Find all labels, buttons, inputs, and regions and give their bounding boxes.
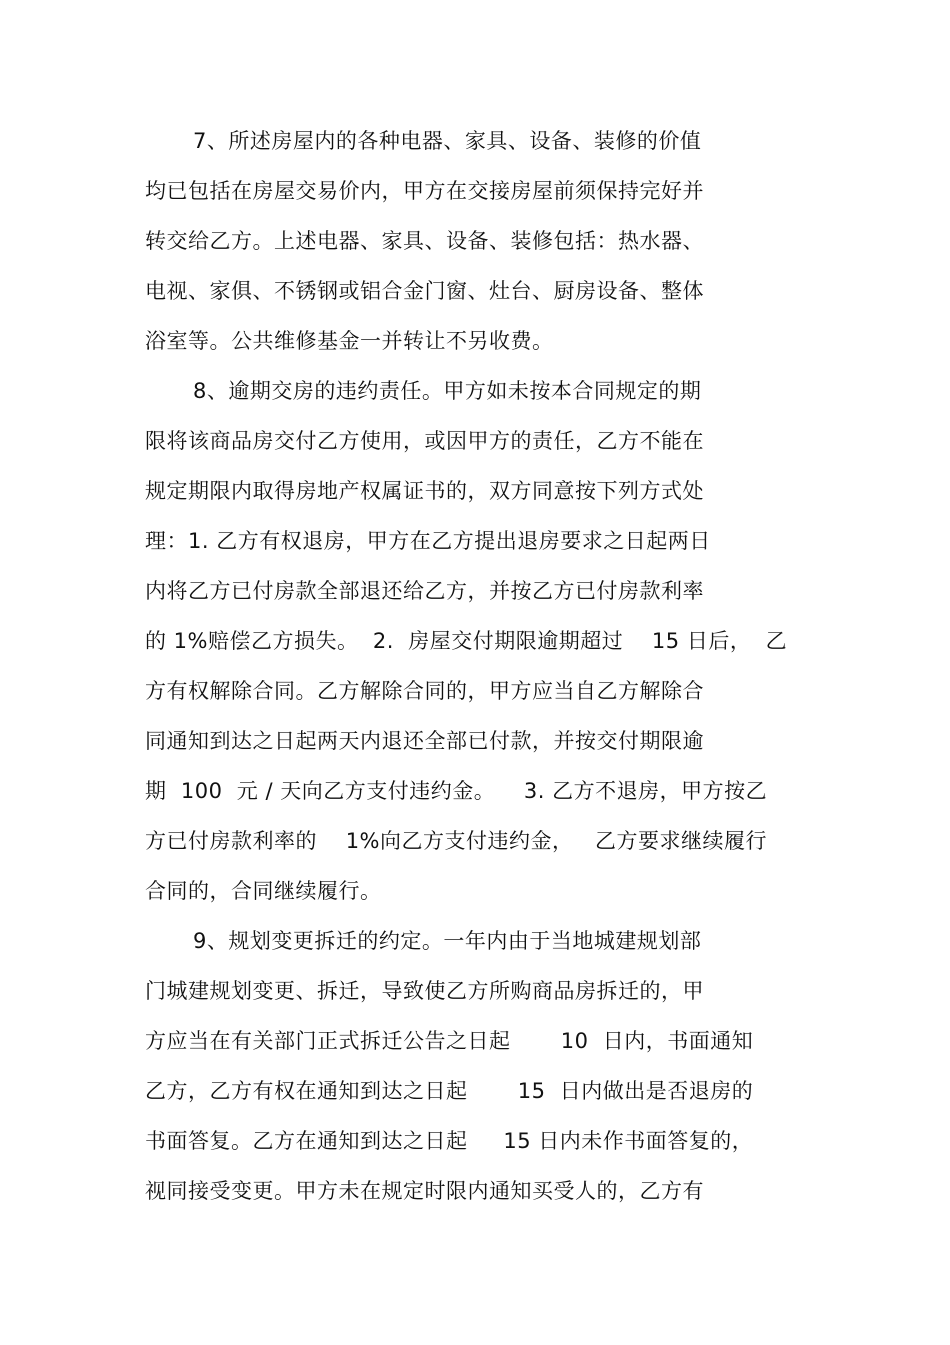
- paragraph-9-line-6: 视同接受变更。甲方未在规定时限内通知买受人的，乙方有: [145, 1179, 704, 1203]
- paragraph-8-line-1: 8、逾期交房的违约责任。甲方如未按本合同规定的期: [193, 379, 702, 403]
- paragraph-7-line-1: 7、所述房屋内的各种电器、家具、设备、装修的价值: [193, 129, 702, 153]
- paragraph-8-line-5: 内将乙方已付房款全部退还给乙方，并按乙方已付房款利率: [145, 579, 704, 603]
- paragraph-8-line-7: 方有权解除合同。乙方解除合同的，甲方应当自乙方解除合: [145, 679, 704, 703]
- paragraph-7-line-2: 均已包括在房屋交易价内，甲方在交接房屋前须保持完好并: [145, 179, 704, 203]
- paragraph-8-line-3: 规定期限内取得房地产权属证书的，双方同意按下列方式处: [145, 479, 704, 503]
- paragraph-8-line-2: 限将该商品房交付乙方使用，或因甲方的责任，乙方不能在: [145, 429, 704, 453]
- paragraph-8-line-10: 方已付房款利率的 1%向乙方支付违约金， 乙方要求继续履行: [145, 829, 768, 853]
- paragraph-7-line-5: 浴室等。公共维修基金一并转让不另收费。: [145, 329, 554, 353]
- paragraph-8-line-4: 理：1. 乙方有权退房，甲方在乙方提出退房要求之日起两日: [145, 529, 711, 553]
- paragraph-7-line-3: 转交给乙方。上述电器、家具、设备、装修包括：热水器、: [145, 229, 704, 253]
- paragraph-9-line-1: 9、规划变更拆迁的约定。一年内由于当地城建规划部: [193, 929, 702, 953]
- paragraph-9-line-2: 门城建规划变更、拆迁，导致使乙方所购商品房拆迁的，甲: [145, 979, 704, 1003]
- paragraph-8-line-8: 同通知到达之日起两天内退还全部已付款，并按交付期限逾: [145, 729, 704, 753]
- paragraph-9-line-5: 书面答复。乙方在通知到达之日起 15 日内未作书面答复的，: [145, 1129, 754, 1153]
- paragraph-8-line-6: 的 1%赔偿乙方损失。 2. 房屋交付期限逾期超过 15 日后， 乙: [145, 629, 788, 653]
- paragraph-8-line-11: 合同的，合同继续履行。: [145, 879, 382, 903]
- paragraph-7-line-4: 电视、家俱、不锈钢或铝合金门窗、灶台、厨房设备、整体: [145, 279, 704, 303]
- paragraph-9-line-4: 乙方，乙方有权在通知到达之日起 15 日内做出是否退房的: [145, 1079, 754, 1103]
- paragraph-8-line-9: 期 100 元 / 天向乙方支付违约金。 3. 乙方不退房，甲方按乙: [145, 779, 768, 803]
- paragraph-9-line-3: 方应当在有关部门正式拆迁公告之日起 10 日内，书面通知: [145, 1029, 754, 1053]
